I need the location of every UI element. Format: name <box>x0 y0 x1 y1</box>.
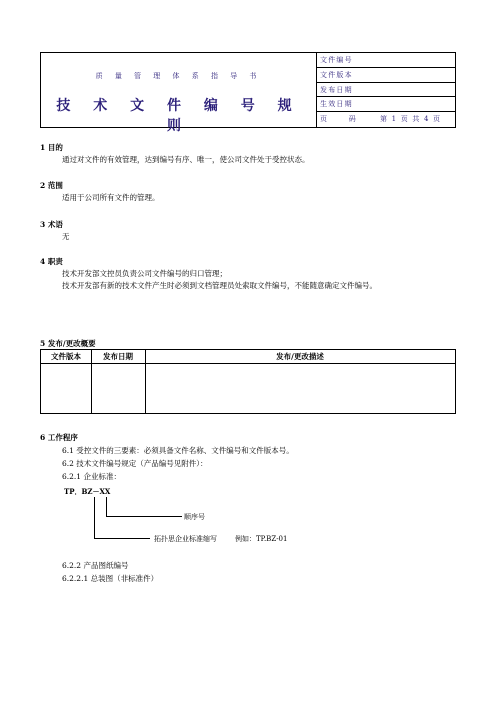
std-leader-vertical <box>94 497 95 539</box>
header-meta-cell <box>316 53 455 127</box>
section-6-line-4: 6.2.2 产品图纸编号 <box>62 561 129 570</box>
document-header-table <box>40 52 456 134</box>
header-description: 发布/更改描述 <box>276 352 324 361</box>
meta-doc-version: 文件版本 <box>316 68 455 83</box>
section-4-line-2: 技术开发部有新的技术文件产生时必须到文档管理员处索取文件编号，不能随意确定文件编号。 <box>62 281 377 290</box>
code-format: TP．BZ－XX <box>64 487 111 496</box>
seq-leader-horizontal <box>106 516 182 517</box>
std-leader-horizontal <box>94 538 150 539</box>
section-6-title: 6 工作程序 <box>40 433 78 442</box>
section-2-title: 2 范围 <box>40 181 63 190</box>
header-date: 发布日期 <box>103 352 133 361</box>
meta-effective-date: 生效日期 <box>316 97 455 112</box>
section-1-text: 通过对文件的有效管理，达到编号有序、唯一，使公司文件处于受控状态。 <box>62 155 310 164</box>
section-4-line-1: 技术开发部文控员负责公司文件编号的归口管理； <box>62 269 227 278</box>
section-1-title: 1 目的 <box>40 143 63 152</box>
label-standard-abbr: 拓扑思企业标准缩写 <box>154 535 217 543</box>
section-5-title: 5 发布/更改概要 <box>40 339 96 348</box>
header-version: 文件版本 <box>51 352 81 361</box>
label-example: 例如：TP.BZ-01 <box>235 535 288 543</box>
meta-page: 页 码 第 1 页 共 4 页 <box>320 115 442 124</box>
meta-doc-number: 文件编号 <box>316 53 455 68</box>
revision-table <box>40 349 456 414</box>
section-6-line-3: 6.2.1 企业标准： <box>62 472 121 481</box>
section-2-text: 适用于公司所有文件的管理。 <box>62 193 160 202</box>
header-title-cell <box>41 53 317 134</box>
revision-table-header <box>41 350 455 364</box>
seq-leader-vertical <box>106 497 107 517</box>
label-sequence-number: 顺序号 <box>184 513 205 521</box>
section-6-line-5: 6.2.2.1 总装图（非标准件） <box>62 574 159 583</box>
section-3-title: 3 术语 <box>40 220 63 229</box>
section-6-line-2: 6.2 技术文件编号规定（产品编号见附件）： <box>62 459 208 468</box>
section-4-title: 4 职责 <box>40 257 63 266</box>
section-3-text: 无 <box>62 232 70 241</box>
section-6-line-1: 6.1 受控文件的三要素：必须具备文件名称、文件编号和文件版本号。 <box>62 446 294 455</box>
document-subtitle: 质 量 管 理 体 系 指 导 书 <box>95 72 262 80</box>
document-title: 技 术 文 件 编 号 规 则 <box>56 98 301 134</box>
meta-publish-date: 发布日期 <box>316 83 455 98</box>
